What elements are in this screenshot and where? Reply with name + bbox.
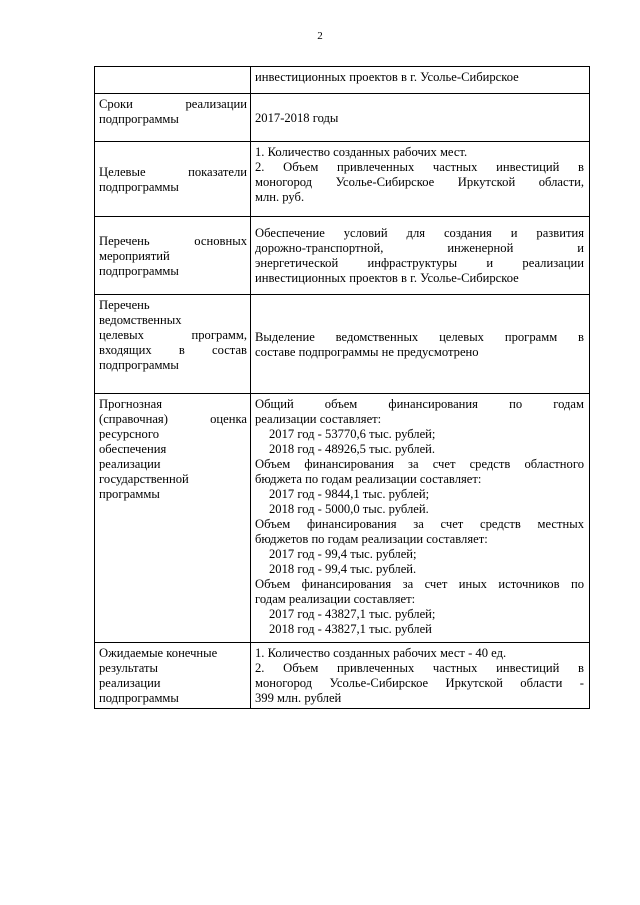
- value-line: реализации составляет:: [255, 412, 382, 426]
- row-value: [251, 295, 590, 394]
- value-line: бюджетов по годам реализации составляет:: [255, 532, 488, 546]
- label-line: (справочная) оценка: [99, 412, 247, 426]
- table-row: [95, 295, 590, 394]
- value-line: бюджета по годам реализации составляет:: [255, 472, 482, 486]
- value-line: 2017 год - 43827,1 тыс. рублей;: [269, 607, 436, 621]
- label-line: Перечень основных: [99, 233, 247, 248]
- row-value: [251, 643, 590, 709]
- row-label: [95, 94, 251, 142]
- row-label: [95, 643, 251, 709]
- value-line: 2018 год - 43827,1 тыс. рублей: [269, 622, 432, 636]
- value-line: инвестиционных проектов в г. Усолье-Сибирское: [255, 271, 519, 285]
- subprogram-passport-table: [94, 66, 590, 709]
- value-line: 2. Объем привлеченных частных инвестиций в: [255, 160, 584, 174]
- label-line: Прогнозная: [99, 397, 162, 411]
- value-line: моногород Усолье-Сибирское Иркутской области -: [255, 676, 584, 690]
- label-line: Ожидаемые конечные: [99, 646, 218, 660]
- label-line: программы: [99, 487, 160, 501]
- row-label: [95, 394, 251, 643]
- value-line: составе подпрограммы не предусмотрено: [255, 344, 479, 359]
- value-line: 2017 год - 99,4 тыс. рублей;: [269, 547, 417, 561]
- label-line: обеспечения: [99, 442, 167, 456]
- value-line: энергетической инфраструктуры и реализации: [255, 256, 584, 270]
- label-line: подпрограммы: [99, 179, 179, 194]
- label-line: подпрограммы: [99, 358, 179, 372]
- table-row: [95, 217, 590, 295]
- value-line: Выделение ведомственных целевых программ в: [255, 329, 584, 344]
- value-line: 1. Количество созданных рабочих мест - 40 ед.: [255, 646, 507, 660]
- value-line: инвестиционных проектов в г. Усолье-Сибирское: [255, 70, 519, 84]
- label-line: Сроки реализации: [99, 97, 247, 111]
- table-row: [95, 94, 590, 142]
- value-line: 399 млн. рублей: [255, 691, 342, 705]
- table-row: [95, 67, 590, 94]
- row-value: [251, 94, 590, 142]
- label-line: реализации: [99, 457, 161, 471]
- label-line: государственной: [99, 472, 189, 486]
- value-line: 2017 год - 53770,6 тыс. рублей;: [269, 427, 436, 441]
- value-line: 2018 год - 48926,5 тыс. рублей.: [269, 442, 436, 456]
- value-line: моногород Усолье-Сибирское Иркутской области,: [255, 175, 584, 189]
- row-label-empty: [95, 67, 251, 94]
- value-line: 1. Количество созданных рабочих мест.: [255, 145, 468, 159]
- value-line: дорожно-транспортной, инженерной и: [255, 241, 584, 255]
- row-label: [95, 295, 251, 394]
- value-line: Объем финансирования за счет иных источников по: [255, 577, 584, 591]
- value-line: 2. Объем привлеченных частных инвестиций в: [255, 661, 584, 675]
- value-line: 2018 год - 5000,0 тыс. рублей.: [269, 502, 429, 516]
- label-line: подпрограммы: [99, 263, 179, 278]
- table-row: [95, 643, 590, 709]
- value-line: 2017 год - 9844,1 тыс. рублей;: [269, 487, 430, 501]
- row-label: [95, 142, 251, 217]
- label-line: входящих в состав: [99, 343, 247, 357]
- table-row: [95, 394, 590, 643]
- value-line: Общий объем финансирования по годам: [255, 397, 584, 411]
- row-label: [95, 217, 251, 295]
- label-line: ресурсного: [99, 427, 159, 441]
- value-line: Обеспечение условий для создания и развития: [255, 226, 584, 240]
- label-line: Перечень: [99, 298, 150, 312]
- label-line: реализации: [99, 676, 161, 690]
- label-line: Целевые показатели: [99, 164, 247, 179]
- row-value: [251, 217, 590, 295]
- value-line: годам реализации составляет:: [255, 592, 416, 606]
- table-row: [95, 142, 590, 217]
- value-line: Объем финансирования за счет средств областного: [255, 457, 584, 471]
- value-line: млн. руб.: [255, 190, 305, 204]
- row-value: [251, 142, 590, 217]
- label-line: подпрограммы: [99, 112, 179, 126]
- value-line: 2018 год - 99,4 тыс. рублей.: [269, 562, 417, 576]
- label-line: ведомственных: [99, 313, 182, 327]
- row-value: [251, 67, 590, 94]
- label-line: подпрограммы: [99, 691, 179, 705]
- page-number: 2: [317, 30, 323, 42]
- label-line: мероприятий: [99, 248, 170, 263]
- value-line: Объем финансирования за счет средств местных: [255, 517, 584, 531]
- label-line: целевых программ,: [99, 328, 247, 342]
- row-value: [251, 394, 590, 643]
- label-line: результаты: [99, 661, 158, 675]
- value-line: 2017-2018 годы: [255, 110, 339, 125]
